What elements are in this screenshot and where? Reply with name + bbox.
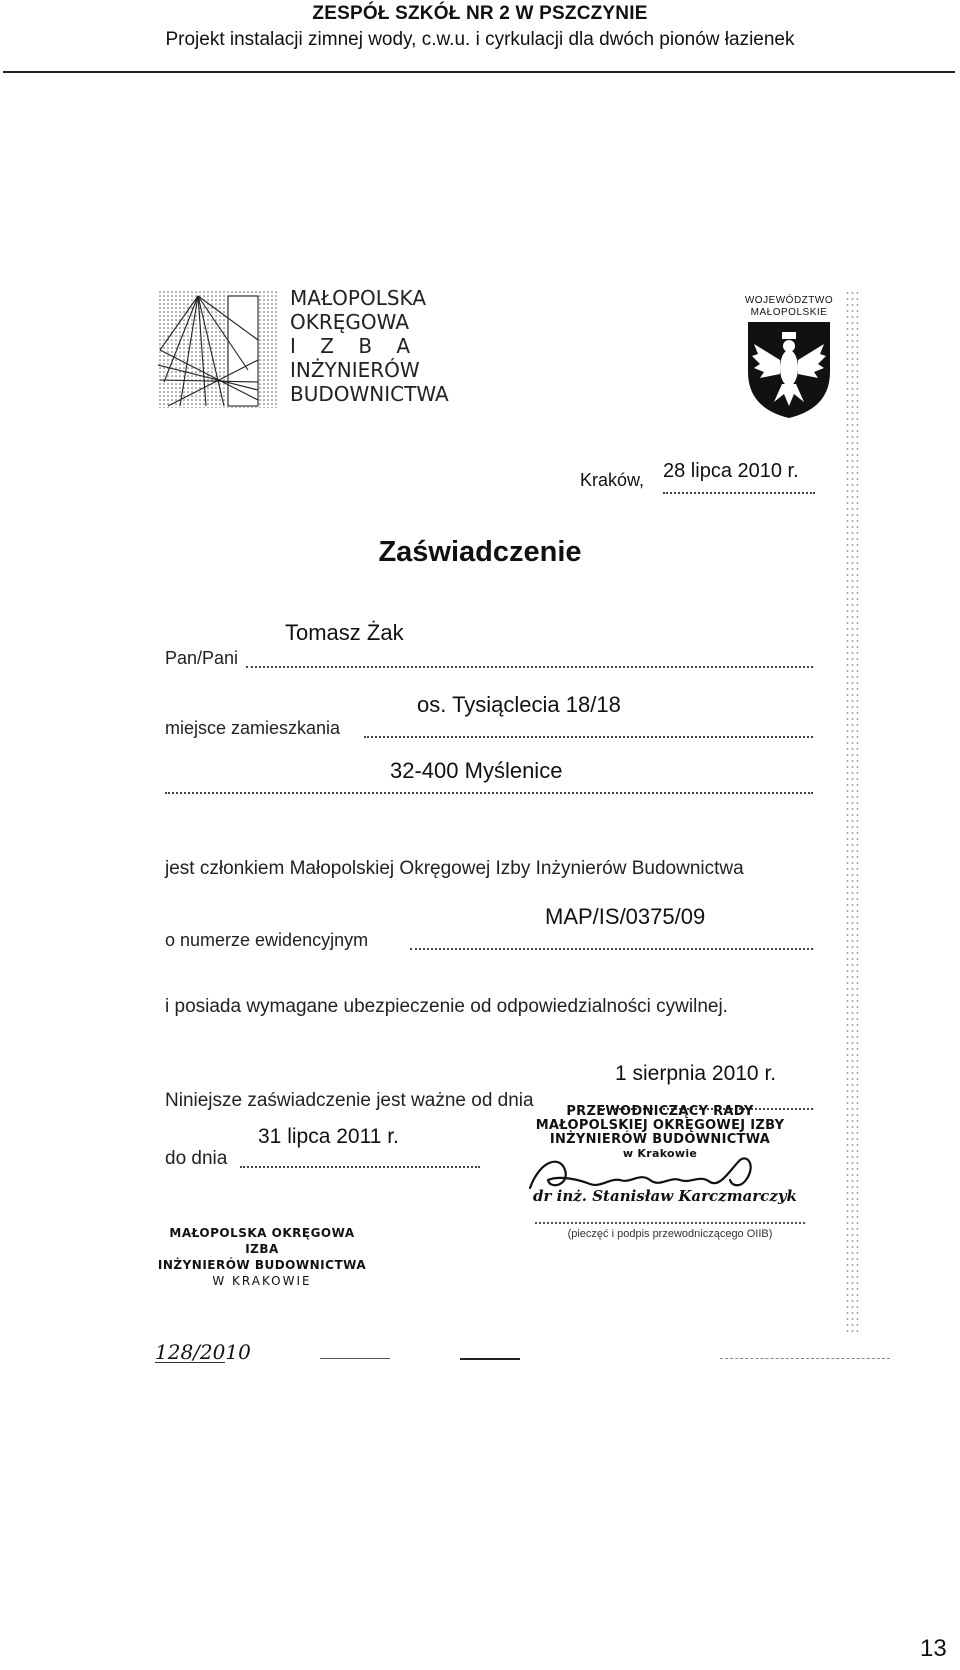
chamber-logo-icon bbox=[158, 290, 278, 408]
header-rule bbox=[3, 71, 955, 73]
chamber-name-line2: OKRĘGOWA bbox=[290, 310, 409, 334]
scan-edge-dots bbox=[845, 290, 859, 1335]
stamp-line2: INŻYNIERÓW BUDOWNICTWA bbox=[157, 1258, 367, 1272]
chamber-stamp bbox=[157, 1225, 367, 1289]
chamber-name-line5: BUDOWNICTWA bbox=[290, 382, 449, 406]
membership-statement: jest członkiem Małopolskiej Okręgowej Izby Inżynierów Budownictwa bbox=[165, 858, 744, 879]
issue-date: 28 lipca 2010 r. bbox=[663, 460, 799, 482]
place-date bbox=[580, 460, 815, 496]
address-line1: os. Tysiąclecia 18/18 bbox=[417, 692, 621, 717]
voivodeship-line2: MAŁOPOLSKIE bbox=[750, 307, 828, 318]
registry-underline bbox=[155, 1362, 225, 1363]
scan-line-3 bbox=[720, 1358, 890, 1359]
chairman-line4: w Krakowie bbox=[622, 1147, 698, 1160]
person-dotted-line bbox=[246, 666, 813, 668]
voivodeship-label bbox=[740, 295, 838, 319]
registry-number: 128/2010 bbox=[155, 1340, 251, 1364]
chairman-line2: MAŁOPOLSKIEJ OKRĘGOWEJ IZBY bbox=[535, 1118, 785, 1133]
document-title: Zaświadczenie bbox=[378, 536, 582, 568]
page-number: 13 bbox=[920, 1635, 947, 1662]
registration-label: o numerze ewidencyjnym bbox=[165, 930, 369, 950]
address-dotted-line2 bbox=[165, 792, 813, 794]
registration-number: MAP/IS/0375/09 bbox=[545, 904, 706, 929]
scan-line-1 bbox=[320, 1358, 390, 1359]
project-title: Projekt instalacji zimnej wody, c.w.u. i cyrkulacji dla dwóch pionów łazienek bbox=[165, 29, 795, 50]
signature-caption: (pieczęć i podpis przewodniczącego OIIB) bbox=[535, 1222, 805, 1240]
place-label: Kraków, bbox=[580, 470, 645, 490]
coat-of-arms-icon bbox=[746, 320, 832, 420]
registration-dotted-line bbox=[410, 948, 813, 950]
valid-to-label: do dnia bbox=[165, 1148, 228, 1169]
person-label: Pan/Pani bbox=[165, 648, 239, 668]
chairman-line3: INŻYNIERÓW BUDOWNICTWA bbox=[549, 1132, 771, 1147]
chamber-name bbox=[290, 286, 449, 406]
valid-from-date: 1 sierpnia 2010 r. bbox=[615, 1062, 777, 1085]
insurance-statement: i posiada wymagane ubezpieczenie od odpowiedzialności cywilnej. bbox=[165, 996, 728, 1017]
address-dotted-line bbox=[364, 736, 813, 738]
valid-from-label: Niniejsze zaświadczenie jest ważne od dnia bbox=[165, 1090, 534, 1111]
chamber-name-line4: INŻYNIERÓW bbox=[290, 358, 420, 382]
valid-to-dotted-line bbox=[240, 1166, 480, 1168]
voivodeship-line1: WOJEWÓDZTWO bbox=[744, 295, 834, 306]
address-label: miejsce zamieszkania bbox=[165, 718, 341, 738]
chamber-name-line1: MAŁOPOLSKA bbox=[290, 286, 427, 310]
person-name: Tomasz Żak bbox=[285, 620, 404, 645]
chairman-name: dr inż. Stanisław Karczmarczyk bbox=[533, 1187, 797, 1205]
chamber-name-line3: I Z B A bbox=[290, 334, 420, 358]
stamp-line1: MAŁOPOLSKA OKRĘGOWA IZBA bbox=[169, 1226, 355, 1256]
date-dotted-line bbox=[663, 492, 815, 494]
stamp-line3: W KRAKOWIE bbox=[212, 1274, 312, 1288]
scan-line-2 bbox=[460, 1358, 520, 1360]
school-name: ZESPÓŁ SZKÓŁ NR 2 W PSZCZYNIE bbox=[312, 3, 648, 24]
chairman-line1: PRZEWODNICZĄCY RADY bbox=[566, 1104, 754, 1119]
address-line2: 32-400 Myślenice bbox=[390, 758, 563, 783]
valid-to-date: 31 lipca 2011 r. bbox=[258, 1125, 399, 1148]
